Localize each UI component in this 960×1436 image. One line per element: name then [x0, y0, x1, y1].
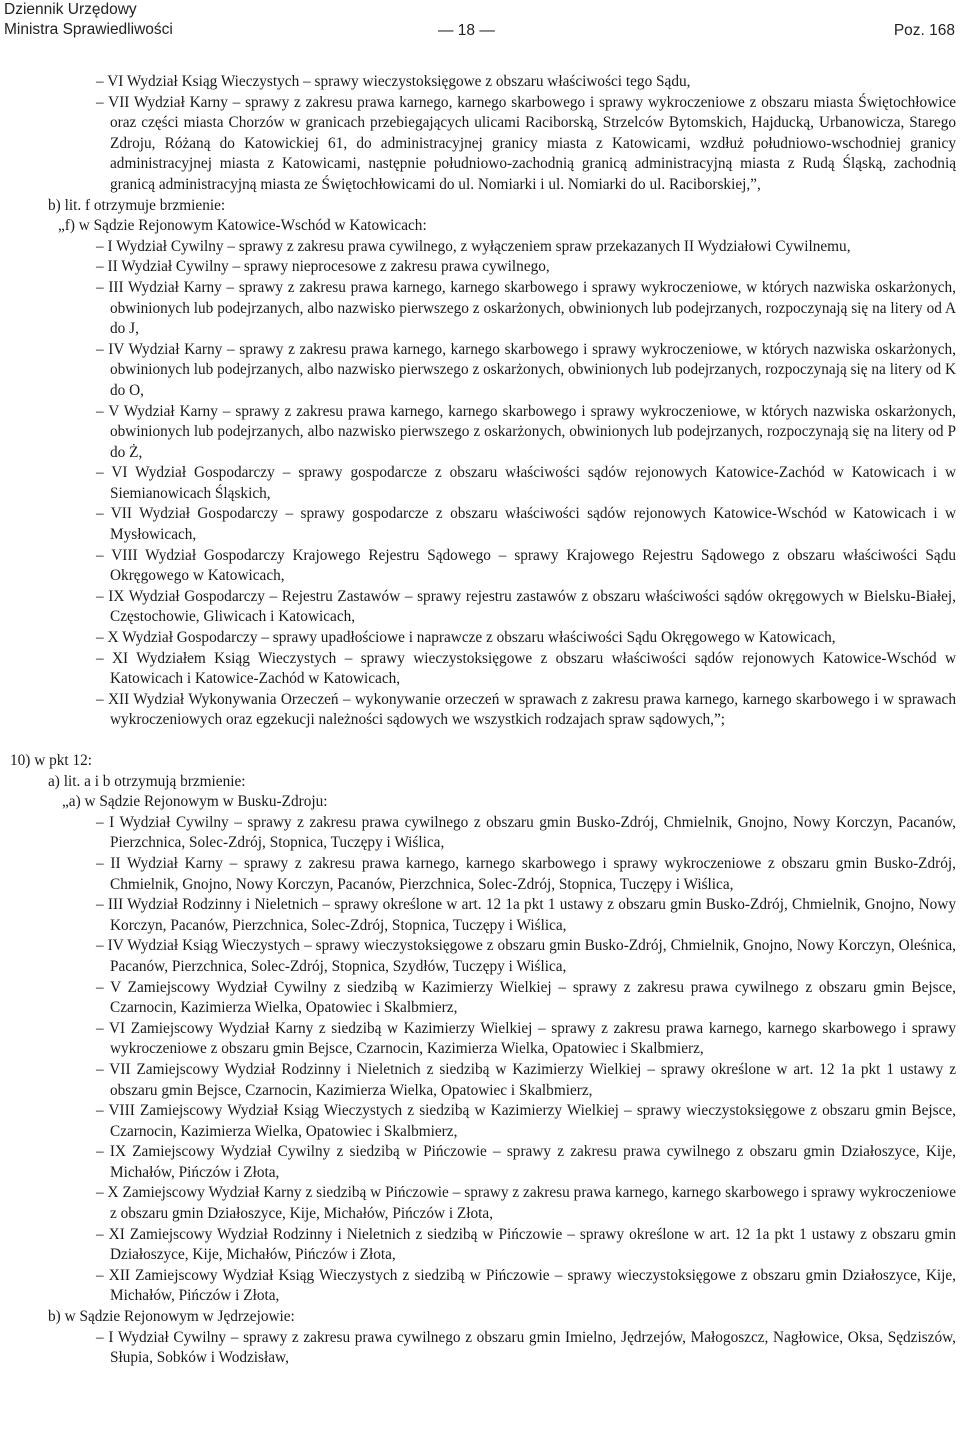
list-item: – II Wydział Cywilny – sprawy nieprocesowe z zakresu prawa cywilnego, — [96, 258, 550, 276]
list-item: – XII Wydział Wykonywania Orzeczeń – wykonywanie orzeczeń w sprawach z zakresu prawa karnego, karnego skarbowego i w sprawach wykroczeniowych oraz egzekucji należności sądowych we wszystkich rodzajach spraw sądowych,”; — [96, 690, 956, 729]
list-item: – IX Zamiejscowy Wydział Cywilny z siedzibą w Pińczowie – sprawy z zakresu prawa cywilnego z obszaru gmin Działoszyce, Kije, Michałów, Pińczów i Złota, — [96, 1143, 956, 1181]
sub-point-heading: b) lit. f otrzymuje brzmienie: — [48, 196, 226, 214]
list-item: – VI Wydział Ksiąg Wieczystych – sprawy wieczystoksięgowe z obszaru właściwości tego Sądu, — [96, 73, 691, 90]
position-number: Poz. 168 — [893, 22, 955, 39]
list-item: – VI Zamiejscowy Wydział Karny z siedzibą w Kazimierzy Wielkiej – sprawy z zakresu prawa karnego, karnego skarbowego i sprawy wykroczeniowe z obszaru gmin Bejsce, Czarnocin, Kazimierza Wielka, Opatowiec i Skalbmierz, — [96, 1019, 956, 1058]
list-item: – VII Wydział Gospodarczy – sprawy gospodarcze z obszaru właściwości sądów rejonowych Katowice-Wschód w Katowicach i w Mysłowicach, — [96, 505, 956, 544]
list-item: – I Wydział Cywilny – sprawy z zakresu prawa cywilnego, z wyłączeniem spraw przekazanych II Wydziałowi Cywilnemu, — [96, 237, 851, 255]
list-item: – II Wydział Karny – sprawy z zakresu prawa karnego, karnego skarbowego i sprawy wykroczeniowe z obszaru gmin Busko-Zdrój, Chmielnik, Gnojno, Nowy Korczyn, Pacanów, Pierzchnica, Solec-Zdrój, Stopnica, Tuczępy i Wiślica, — [96, 854, 956, 893]
court-heading: b) w Sądzie Rejonowym w Jędrzejowie: — [48, 1308, 295, 1326]
list-item: – XI Wydziałem Ksiąg Wieczystych – sprawy wieczystoksięgowe z obszaru właściwości sądów rejonowych Katowice-Wschód w Katowicach i Katowice-Zachód w Katowicach, — [96, 649, 956, 688]
page-number: — 18 — — [438, 22, 495, 39]
list-item: – III Wydział Rodzinny i Nieletnich – sprawy określone w art. 12 1a pkt 1 ustawy z obszaru gmin Busko-Zdrój, Chmielnik, Gnojno, Nowy Korczyn, Pacanów, Pierzchnica, Solec-Zdrój, Stopnica, Tuczępy i Wiślica, — [96, 896, 956, 934]
list-item: – VII Zamiejscowy Wydział Rodzinny i Nieletnich z siedzibą w Kazimierzy Wielkiej – sprawy określone w art. 12 1a pkt 1 ustawy z obszaru gmin Bejsce, Czarnocin, Kazimierza Wielka, Opatowiec i Skalbmierz, — [96, 1060, 956, 1099]
list-item: – V Zamiejscowy Wydział Cywilny z siedzibą w Kazimierzy Wielkiej – sprawy z zakresu prawa cywilnego z obszaru gmin Bejsce, Czarnocin, Kazimierza Wielka, Opatowiec i Skalbmierz, — [96, 978, 956, 1017]
header-left — [4, 0, 173, 40]
sub-point-heading: a) lit. a i b otrzymują brzmienie: — [48, 772, 246, 790]
list-item: – XII Zamiejscowy Wydział Ksiąg Wieczystych z siedzibą w Pińczowie – sprawy wieczystoksięgowe z obszaru gmin Działoszyce, Kije, Michałów, Pińczów i Złota, — [96, 1266, 956, 1305]
journal-title: Dziennik Urzędowy — [4, 1, 137, 18]
court-heading: „a) w Sądzie Rejonowym w Busku-Zdroju: — [62, 793, 328, 811]
list-item: – I Wydział Cywilny – sprawy z zakresu prawa cywilnego z obszaru gmin Imielno, Jędrzejów, Małogoszcz, Nagłowice, Oksa, Sędziszów, Słupia, Sobków i Wodzisław, — [96, 1328, 956, 1367]
list-item: – VI Wydział Gospodarczy – sprawy gospodarcze z obszaru właściwości sądów rejonowych Katowice-Zachód w Katowicach i w Siemianowicach Śląskich, — [96, 464, 956, 502]
list-item: – IV Wydział Ksiąg Wieczystych – sprawy wieczystoksięgowe z obszaru gmin Busko-Zdrój, Chmielnik, Gnojno, Nowy Korczyn, Oleśnica, Pacanów, Pierzchnica, Solec-Zdrój, Stopnica, Szydłów, Tuczępy i Wiślica, — [96, 937, 956, 975]
list-item: – X Zamiejscowy Wydział Karny z siedzibą w Pińczowie – sprawy z zakresu prawa karnego, karnego skarbowego i sprawy wykroczeniowe z obszaru gmin Działoszyce, Kije, Michałów, Pińczów i Złota, — [96, 1184, 956, 1223]
list-item: – I Wydział Cywilny – sprawy z zakresu prawa cywilnego z obszaru gmin Busko-Zdrój, Chmielnik, Gnojno, Nowy Korczyn, Pacanów, Pierzchnica, Solec-Zdrój, Stopnica, Tuczępy i Wiślica, — [96, 813, 956, 852]
page-header — [0, 0, 960, 44]
list-item: – IX Wydział Gospodarczy – Rejestru Zastawów – sprawy rejestru zastawów z obszaru właściwości sądów okręgowych w Bielsku-Białej, Częstochowie, Gliwicach i Katowicach, — [96, 587, 956, 626]
list-item: – III Wydział Karny – sprawy z zakresu prawa karnego, karnego skarbowego i sprawy wykroczeniowe, w których nazwiska oskarżonych, obwinionych lub podejrzanych, albo nazwisko pierwszego z oskarżonych, obwinionych lub podejrzanych, rozpoczynają się na litery od A do J, — [96, 278, 956, 338]
list-item: – IV Wydział Karny – sprawy z zakresu prawa karnego, karnego skarbowego i sprawy wykroczeniowe, w których nazwiska oskarżonych, obwinionych lub podejrzanych, albo nazwisko pierwszego z oskarżonych, obwinionych lub podejrzanych, rozpoczynają się na litery od K do O, — [96, 340, 956, 399]
court-heading: „f) w Sądzie Rejonowym Katowice-Wschód w Katowicach: — [58, 217, 427, 235]
list-item: – VII Wydział Karny – sprawy z zakresu prawa karnego, karnego skarbowego i sprawy wykroczeniowe z obszaru miasta Świętochłowice oraz części miasta Chorzów w granicach przebiegających ulicami Raciborską, Strzelców Bytomskich, Hajducką, Urbanowicza, Starego Zdroju, Różaną do Katowickiej 61, do administracyjnej granicy miasta z Katowicami, wzdłuż południowo-wschodniej granicy administracyjnej miasta z Katowicami, następnie południowo-zachodnią granicą administracyjną miasta z Rudą Śląską, zachodnią granicą administracyjną miasta ze Świętochłowicami do ul. Nomiarki i ul. Nomiarki do ul. Raciborskiej,”, — [96, 93, 956, 193]
list-item: – XI Zamiejscowy Wydział Rodzinny i Nieletnich z siedzibą w Pińczowie – sprawy określone w art. 12 1a pkt 1 ustawy z obszaru gmin Działoszyce, Kije, Michałów, Pińczów i Złota, — [96, 1225, 956, 1264]
list-item: – V Wydział Karny – sprawy z zakresu prawa karnego, karnego skarbowego i sprawy wykroczeniowe, w których nazwiska oskarżonych, obwinionych lub podejrzanych, albo nazwisko pierwszego z oskarżonych, obwinionych lub podejrzanych, rozpoczynają się na litery od P do Ż, — [96, 402, 956, 461]
list-item: – X Wydział Gospodarczy – sprawy upadłościowe i naprawcze z obszaru właściwości Sądu Okręgowego w Katowicach, — [96, 629, 836, 647]
ministry-name: Ministra Sprawiedliwości — [4, 21, 173, 38]
list-item: – VIII Wydział Gospodarczy Krajowego Rejestru Sądowego – sprawy Krajowego Rejestru Sądowego z obszaru właściwości Sądu Okręgowego w Katowicach, — [96, 546, 956, 585]
point-heading: 10) w pkt 12: — [10, 752, 93, 769]
document-body — [0, 72, 960, 1369]
list-item: – VIII Zamiejscowy Wydział Ksiąg Wieczystych z siedzibą w Kazimierzy Wielkiej – sprawy wieczystoksięgowe z obszaru gmin Bejsce, Czarnocin, Kazimierza Wielka, Opatowiec i Skalbmierz, — [96, 1102, 956, 1140]
